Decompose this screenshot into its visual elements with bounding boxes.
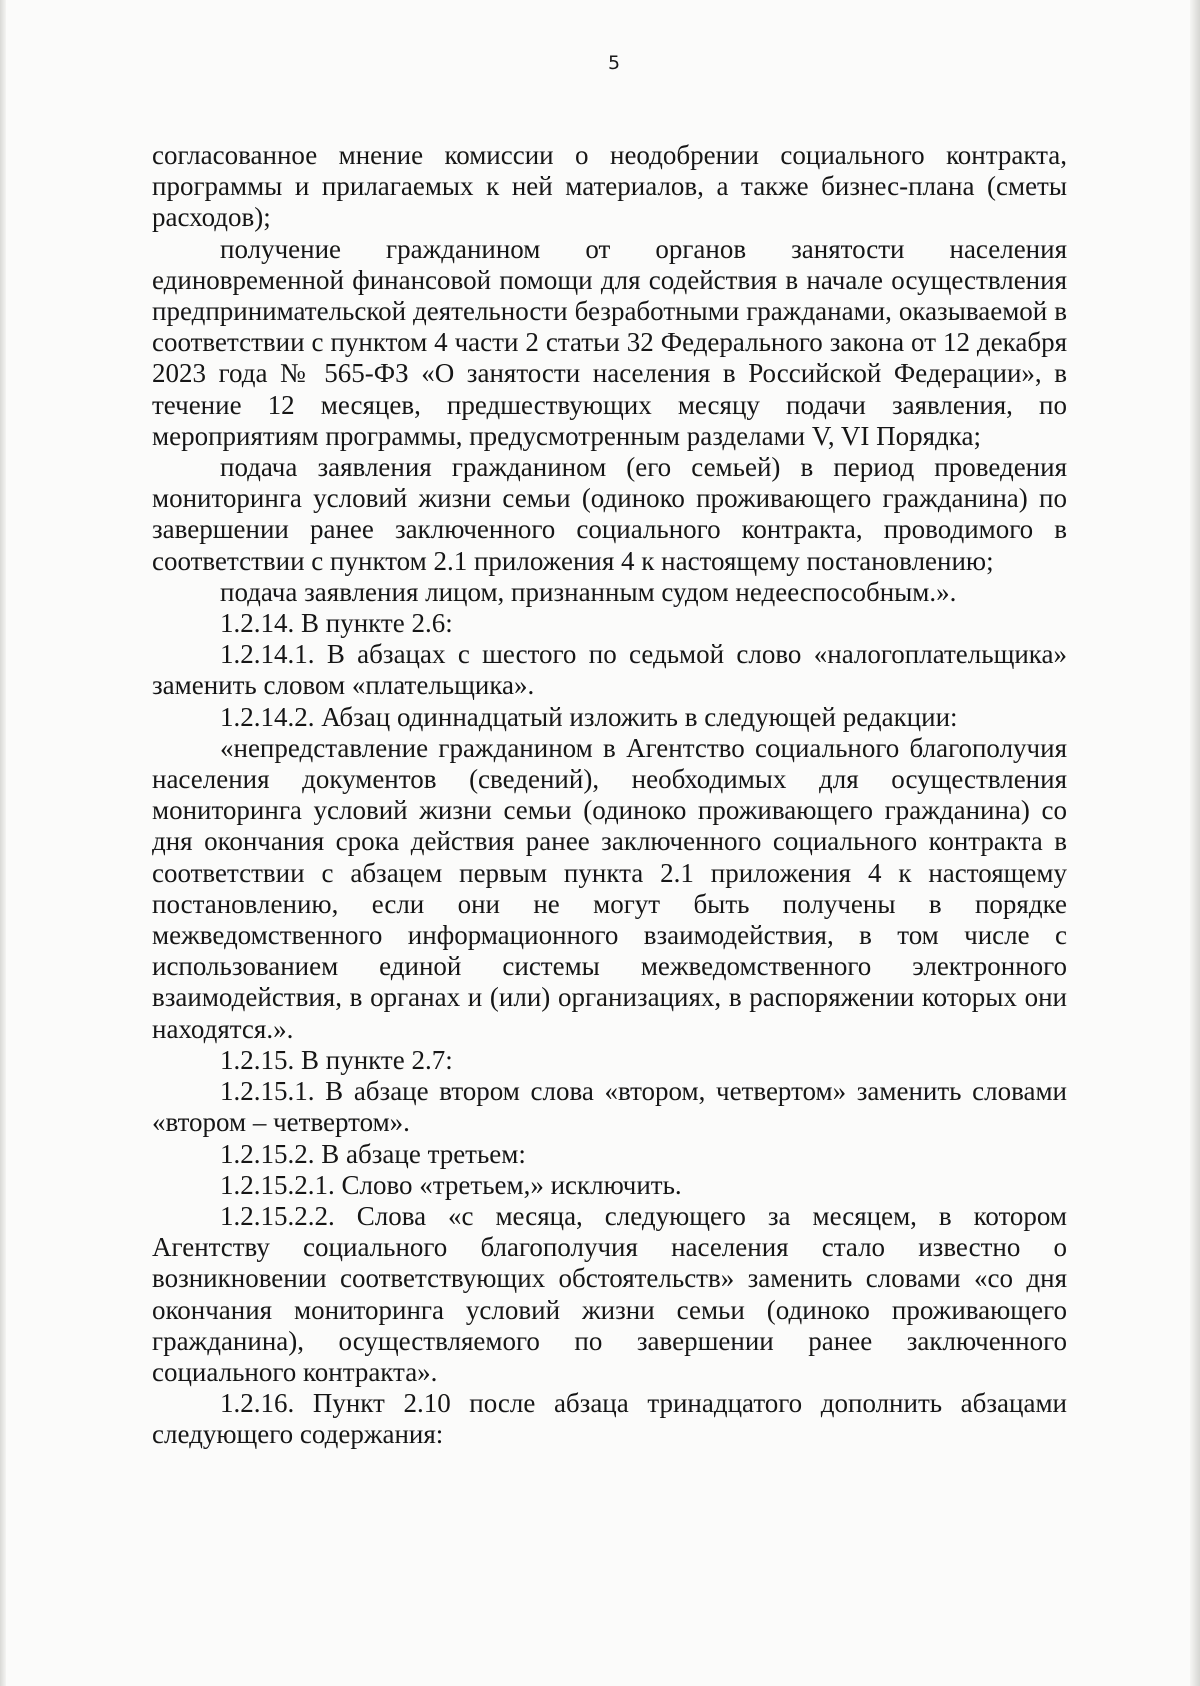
paragraph-1-2-14: 1.2.14. В пункте 2.6: bbox=[220, 608, 453, 639]
paragraph-employment-assistance: получение гражданином от органов занятости населения единовременной финансовой помощи для содействия в начале осуществления предпринимательской деятельности безработными гражданами, оказываемой в соответствии с пунктом 4 части 2 статьи 32 Федерального закона от 12 декабря 2023 года № 565-ФЗ «О занятости населения в Российской Федерации», в течение 12 месяцев, предшествующих месяцу подачи заявления, по мероприятиям программы, предусмотренным разделами V, VI Порядка; bbox=[152, 233, 1067, 451]
scan-edge-left bbox=[0, 0, 6, 1686]
paragraph-1-2-14-1: 1.2.14.1. В абзацах с шестого по седьмой слово «налогоплательщика» заменить словом «плательщика». bbox=[152, 639, 1067, 701]
scan-edge-right bbox=[1190, 0, 1200, 1686]
page-number: 5 bbox=[607, 52, 621, 74]
paragraph-incapacitated-person: подача заявления лицом, признанным судом недееспособным.». bbox=[220, 576, 957, 607]
paragraph-1-2-15-1: 1.2.15.1. В абзаце втором слова «втором, четвертом» заменить словами «втором – четвертом». bbox=[152, 1076, 1067, 1138]
paragraph-1-2-14-2: 1.2.14.2. Абзац одиннадцатый изложить в следующей редакции: bbox=[220, 701, 958, 732]
paragraph-1-2-15-2: 1.2.15.2. В абзаце третьем: bbox=[220, 1138, 526, 1169]
paragraph-1-2-16: 1.2.16. Пункт 2.10 после абзаца тринадцатого дополнить абзацами следующего содержания: bbox=[152, 1388, 1067, 1450]
paragraph-1-2-15-2-2: 1.2.15.2.2. Слова «с месяца, следующего за месяцем, в котором Агентству социального благополучия населения стало известно о возникновении соответствующих обстоятельств» заменить словами «со дня окончания мониторинга условий жизни семьи (одиноко проживающего гражданина), осуществляемого по завершении ранее заключенного социального контракта». bbox=[152, 1200, 1067, 1387]
document-body bbox=[152, 140, 1067, 1451]
paragraph-commission-opinion: согласованное мнение комиссии о неодобрении социального контракта, программы и прилагаемых к ней материалов, а также бизнес-плана (сметы расходов); bbox=[152, 140, 1067, 233]
paragraph-monitoring-application: подача заявления гражданином (его семьей) в период проведения мониторинга условий жизни семьи (одиноко проживающего гражданина) по завершении ранее заключенного социального контракта, проводимого в соответствии с пунктом 2.1 приложения 4 к настоящему постановлению; bbox=[152, 452, 1067, 576]
paragraph-1-2-15: 1.2.15. В пункте 2.7: bbox=[220, 1044, 453, 1075]
paragraph-non-submission: «непредставление гражданином в Агентство социального благополучия населения документов (сведений), необходимых для осуществления мониторинга условий жизни семьи (одиноко проживающего гражданина) со дня окончания срока действия ранее заключенного социального контракта в соответствии с абзацем первым пункта 2.1 приложения 4 к настоящему постановлению, если они не могут быть получены в порядке межведомственного информационного взаимодействия, в том числе с использованием единой системы межведомственного электронного взаимодействия, в органах и (или) организациях, в распоряжении которых они находятся.». bbox=[152, 732, 1067, 1044]
paragraph-1-2-15-2-1: 1.2.15.2.1. Слово «третьем,» исключить. bbox=[220, 1169, 682, 1200]
